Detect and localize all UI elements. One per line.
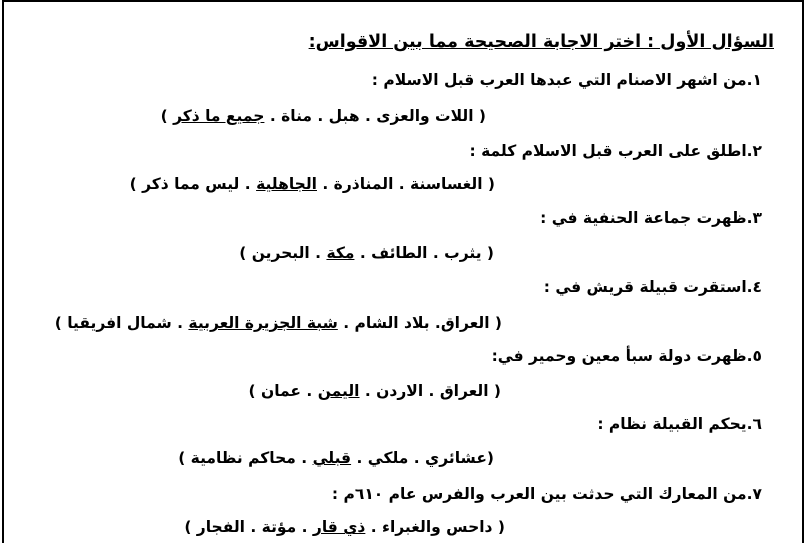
options-2-close: . ليس مما ذكر ): [129, 175, 251, 193]
question-5: ٥.ظهرت دولة سبأ معين وحمير في:: [491, 347, 762, 365]
options-6-open: (عشائري . ملكي .: [351, 449, 494, 467]
answer-5: اليمن: [317, 382, 360, 400]
answer-7: ذي قار: [312, 518, 366, 536]
options-1: [161, 106, 486, 126]
options-6: [178, 448, 494, 468]
options-5-close: . عمان ): [248, 382, 313, 400]
options-3: [239, 243, 494, 263]
worksheet: [2, 0, 804, 543]
question-1: ١.من اشهر الاصنام التي عبدها العرب قبل الاسلام :: [371, 71, 762, 89]
options-2: [130, 174, 495, 194]
options-7: [184, 517, 505, 537]
answer-2: الجاهلية: [256, 175, 317, 193]
answer-4: شبة الجزيرة العربية: [188, 314, 338, 332]
answer-3: مكة: [326, 244, 355, 262]
options-7-open: ( داحس والغبراء .: [365, 518, 505, 536]
question-4: ٤.استقرت قبيلة قريش في :: [543, 278, 762, 296]
options-3-close: . البحرين ): [239, 244, 322, 262]
options-4-close: . شمال افريقيا ): [54, 314, 184, 332]
options-2-open: ( الغساسنة . المناذرة .: [317, 175, 495, 193]
options-5: [248, 381, 501, 401]
question-6: ٦.يحكم القبيلة نظام :: [597, 415, 762, 433]
options-1-close: ): [160, 107, 168, 125]
options-7-close: . مؤتة . الفجار ): [184, 518, 308, 536]
question-7: ٧.من المعارك التي حدثت بين العرب والفرس عام ٦١٠م :: [331, 485, 762, 503]
options-4: [55, 313, 502, 333]
question-3: ٣.ظهرت جماعة الحنفية في :: [540, 209, 762, 227]
options-5-open: ( العراق . الاردن .: [359, 382, 501, 400]
section-title: السؤال الأول : اختر الاجابة الصحيحة مما بين الاقواس:: [308, 32, 774, 52]
options-6-close: . محاكم نظامية ): [178, 449, 308, 467]
answer-6: قبلي: [312, 449, 352, 467]
options-3-open: ( يثرب . الطائف .: [354, 244, 494, 262]
question-2: ٢.اطلق على العرب قبل الاسلام كلمة :: [469, 142, 762, 160]
options-1-open: ( اللات والعزى . هبل . مناة .: [269, 107, 486, 125]
answer-1: جميع ما ذكر: [173, 107, 265, 125]
options-4-open: ( العراق. بلاد الشام .: [337, 314, 502, 332]
